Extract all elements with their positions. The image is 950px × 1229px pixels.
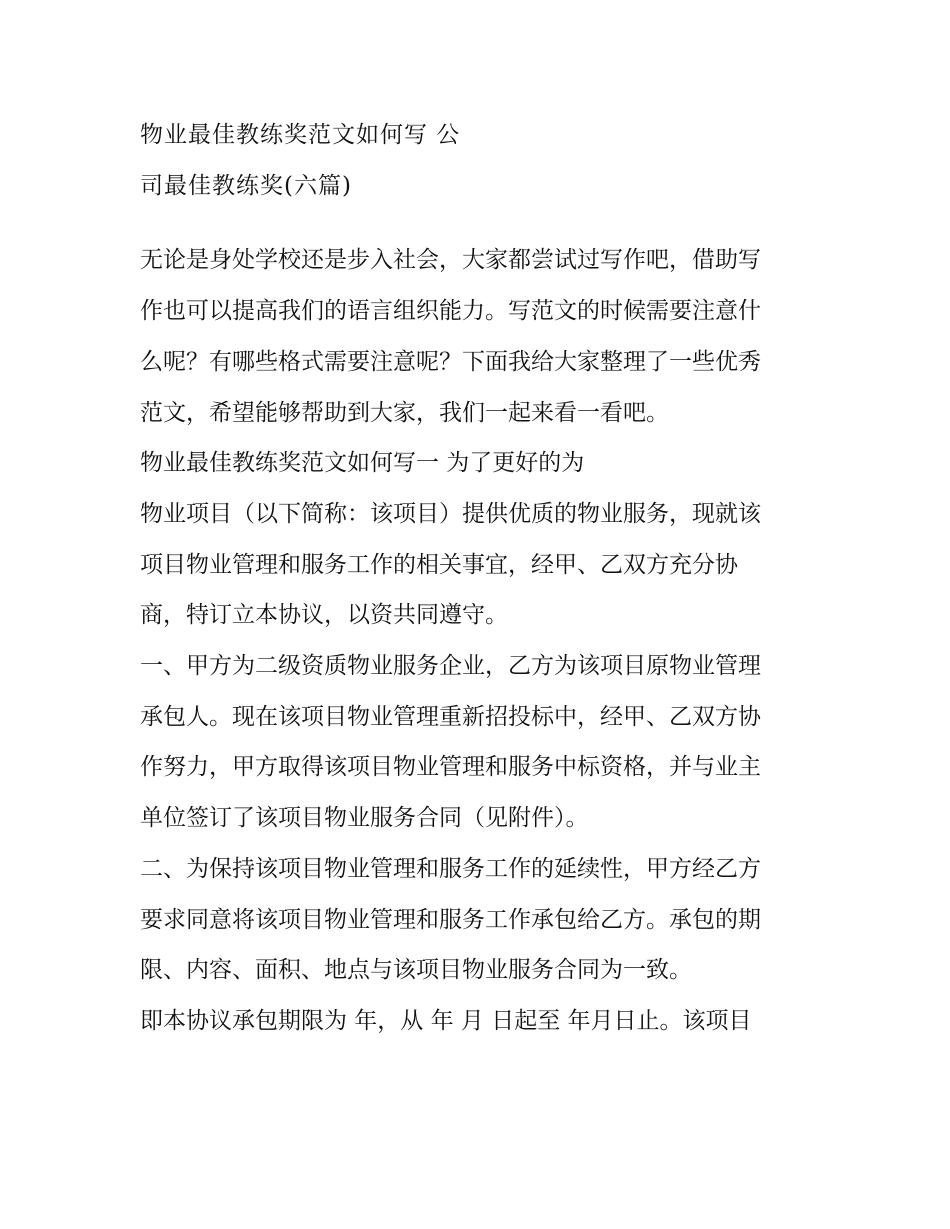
title-line: 物业最佳教练奖范文如何写 公 (140, 122, 461, 148)
text-line: 物业项目（以下简称：该项目）提供优质的物业服务，现就该 (140, 500, 761, 527)
paragraph-purpose (140, 489, 812, 641)
text-line: 项目物业管理和服务工作的相关事宜，经甲、乙双方充分协 (140, 551, 738, 578)
paragraph-intro (140, 235, 812, 438)
paragraph-term (140, 996, 812, 1047)
text-line: 么呢？有哪些格式需要注意呢？下面我给大家整理了一些优秀 (140, 348, 761, 375)
text-line: 限、内容、面积、地点与该项目物业服务合同为一致。 (140, 957, 692, 984)
paragraph-section-heading (140, 438, 812, 489)
document-page (140, 110, 812, 1047)
title-line: 司最佳教练奖(六篇) (140, 172, 352, 199)
document-title (140, 110, 812, 211)
text-line: 一、甲方为二级资质物业服务企业，乙方为该项目原物业管理 (140, 653, 761, 680)
text-line: 无论是身处学校还是步入社会，大家都尝试过写作吧，借助写 (140, 247, 761, 274)
document-body (140, 235, 812, 1046)
text-line: 作也可以提高我们的语言组织能力。写范文的时候需要注意什 (140, 298, 761, 325)
text-line: 作努力，甲方取得该项目物业管理和服务中标资格，并与业主 (140, 754, 761, 781)
text-line: 范文，希望能够帮助到大家，我们一起来看一看吧。 (140, 399, 669, 426)
text-line: 承包人。现在该项目物业管理重新招投标中，经甲、乙双方协 (140, 703, 761, 730)
text-line: 即本协议承包期限为 年，从 年 月 日起至 年月日止。该项目 (140, 1007, 752, 1034)
text-line: 物业最佳教练奖范文如何写一 为了更好的为 (140, 450, 585, 477)
text-line: 单位签订了该项目物业服务合同（见附件）。 (140, 805, 589, 832)
paragraph-clause-1 (140, 641, 812, 844)
text-line: 商，特订立本协议，以资共同遵守。 (140, 602, 508, 629)
text-line: 二、为保持该项目物业管理和服务工作的延续性，甲方经乙方 (140, 855, 761, 882)
text-line: 要求同意将该项目物业管理和服务工作承包给乙方。承包的期 (140, 906, 761, 933)
paragraph-clause-2 (140, 844, 812, 996)
